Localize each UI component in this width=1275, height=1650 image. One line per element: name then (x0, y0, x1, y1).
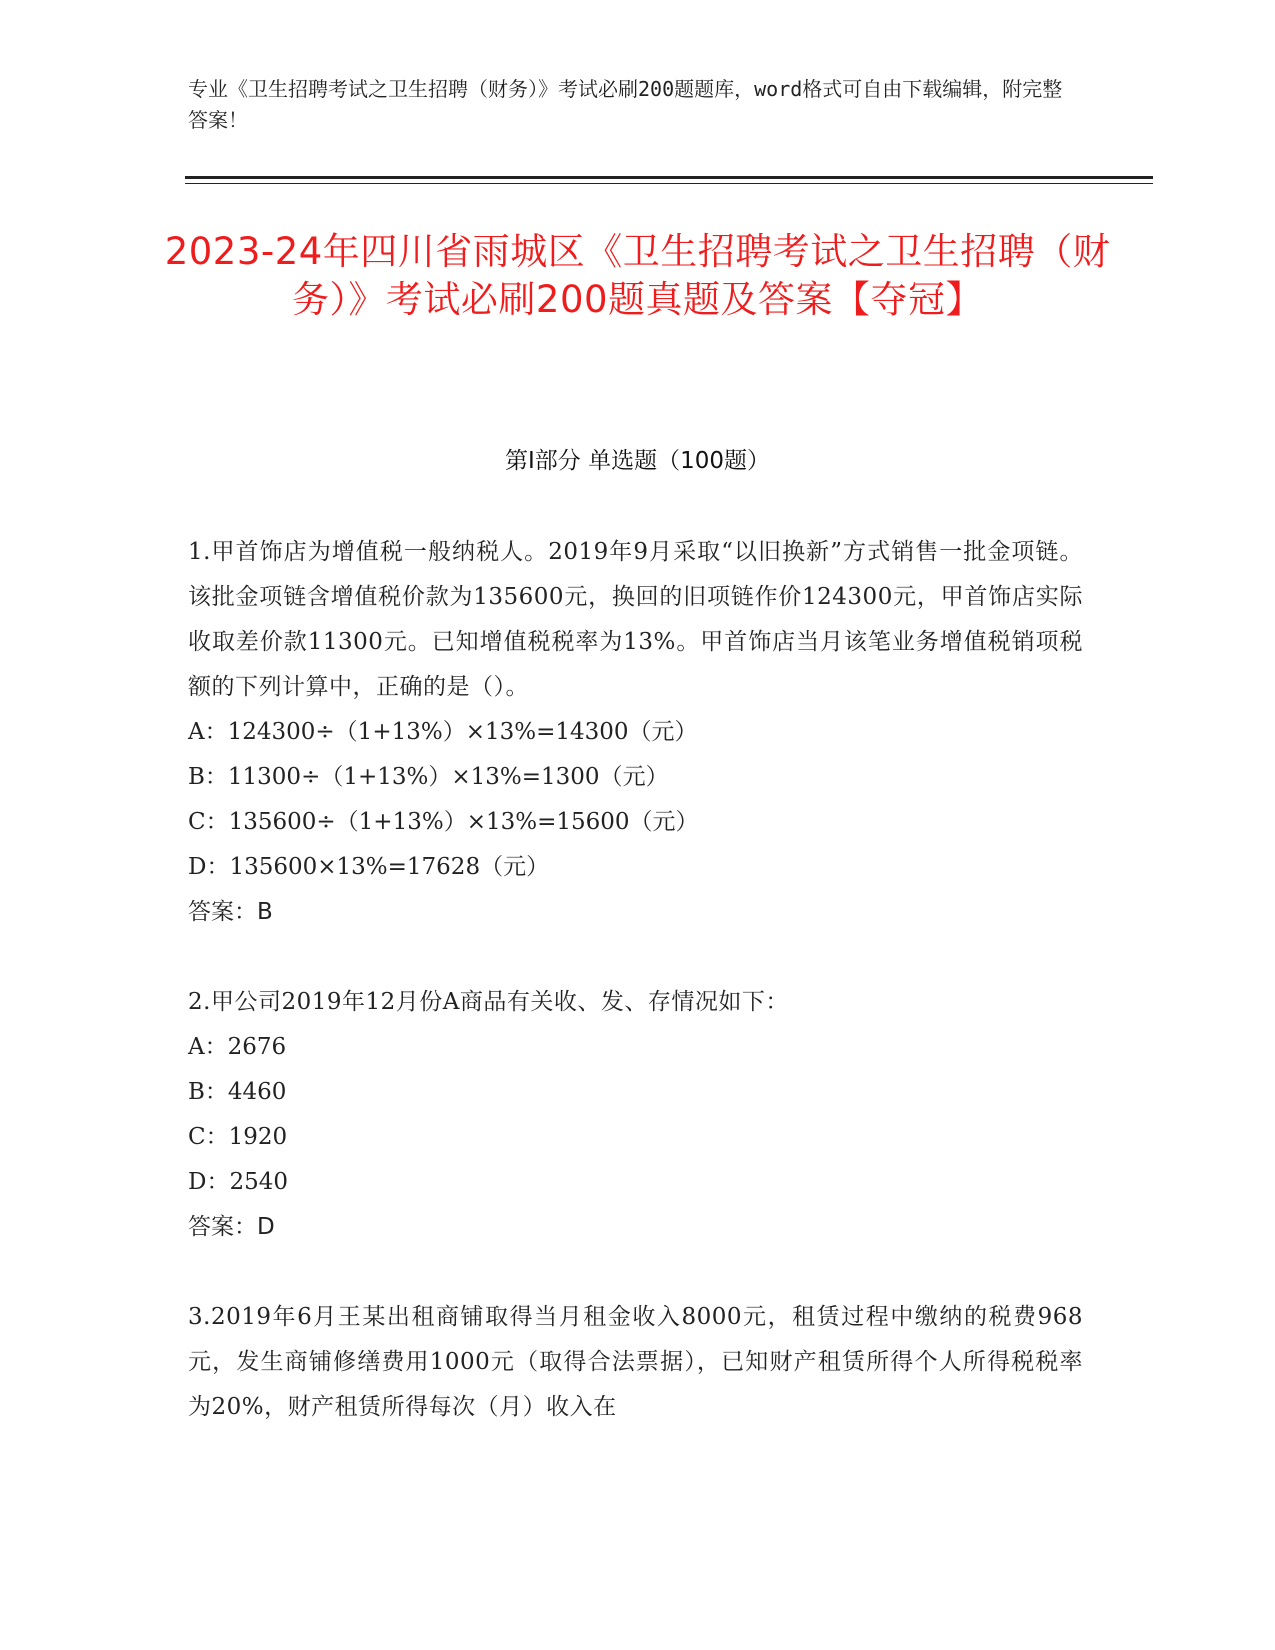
option-d: D：2540 (188, 1169, 288, 1195)
question-stem: 3.2019年6月王某出租商铺取得当月租金收入8000元，租赁过程中缴纳的税费968元，发生商铺修缮费用1000元（取得合法票据），已知财产租赁所得个人所得税税率为20%，财产租赁所得每次（月）收入在 (188, 1304, 1083, 1420)
option-d: D：135600×13%=17628（元） (188, 854, 550, 880)
question-item (188, 530, 1083, 935)
header-note: 专业《卫生招聘考试之卫生招聘（财务）》考试必刷200题题库，word格式可自由下载编辑，附完整答案！ (188, 77, 1063, 132)
question-item (188, 1295, 1083, 1430)
question-stem: 1.甲首饰店为增值税一般纳税人。2019年9月采取“以旧换新”方式销售一批金项链。该批金项链含增值税价款为135600元，换回的旧项链作价124300元，甲首饰店实际收取差价款11300元。已知增值税税率为13%。甲首饰店当月该笔业务增值税销项税额的下列计算中，正确的是（）。 (188, 539, 1083, 700)
option-a: A：124300÷（1+13%）×13%=14300（元） (188, 719, 698, 745)
section-heading: 第I部分 单选题（100题） (505, 448, 770, 474)
question-item (188, 980, 1083, 1250)
answer-line: 答案：D (188, 1214, 275, 1240)
answer-line: 答案：B (188, 899, 273, 925)
header-divider-thin (185, 183, 1153, 184)
question-stem: 2.甲公司2019年12月份A商品有关收、发、存情况如下： (188, 989, 789, 1015)
header-divider-thick (185, 176, 1153, 179)
option-b: B：4460 (188, 1079, 287, 1105)
option-c: C：135600÷（1+13%）×13%=15600（元） (188, 809, 699, 835)
option-a: A：2676 (188, 1034, 287, 1060)
document-title: 2023-24年四川省雨城区《卫生招聘考试之卫生招聘（财务）》考试必刷200题真题及答案【夺冠】 (164, 230, 1111, 321)
option-b: B：11300÷（1+13%）×13%=1300（元） (188, 764, 669, 790)
option-c: C：1920 (188, 1124, 288, 1150)
question-list (188, 530, 1083, 1475)
